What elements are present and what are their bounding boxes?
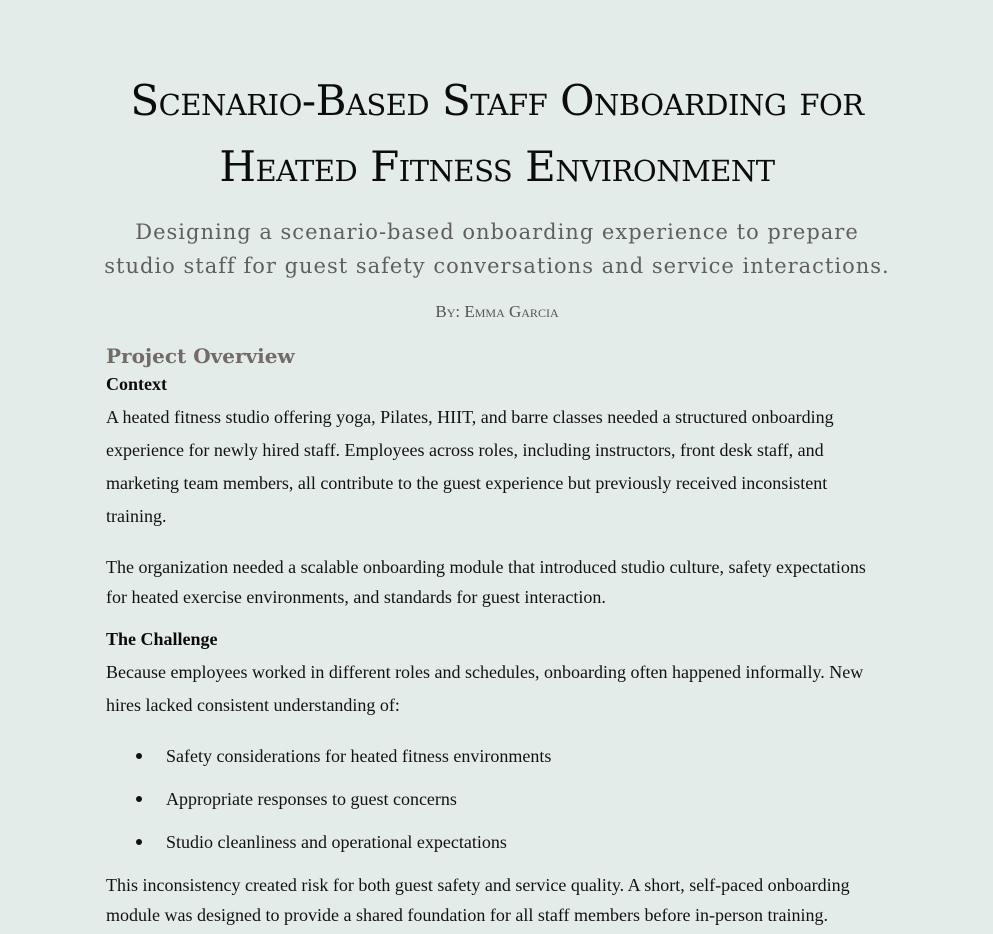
list-item-text: Studio cleanliness and operational expectations: [166, 832, 507, 852]
list-item-text: Appropriate responses to guest concerns: [166, 789, 457, 809]
section-heading-project-overview: Project Overview: [106, 344, 295, 368]
subheading-context: Context: [106, 374, 167, 394]
challenge-paragraph-2: This inconsistency created risk for both guest safety and service quality. A short, self-paced onboarding module was designed to provide a shared foundation for all staff members before in-person training.: [106, 875, 850, 925]
page-subtitle: Designing a scenario-based onboarding experience to prepare studio staff for guest safety conversations and service interactions.: [104, 220, 890, 278]
list-item: [106, 740, 888, 783]
list-item: [106, 783, 888, 826]
list-item-text: Safety considerations for heated fitness environments: [166, 746, 552, 766]
challenge-bullet-list: [106, 740, 888, 869]
page-title: Scenario-Based Staff Onboarding for Heated Fitness Environment: [130, 76, 864, 191]
bullet-icon: [136, 796, 142, 802]
bullet-icon: [136, 753, 142, 759]
author-byline: By: Emma Garcia: [435, 302, 559, 321]
bullet-icon: [136, 839, 142, 845]
list-item: [106, 826, 888, 869]
context-paragraph-2: The organization needed a scalable onboarding module that introduced studio culture, safety expectations for heated exercise environments, and standards for guest interaction.: [106, 557, 866, 607]
challenge-paragraph-1: Because employees worked in different roles and schedules, onboarding often happened informally. New hires lacked consistent understanding of:: [106, 662, 864, 715]
subheading-the-challenge: The Challenge: [106, 629, 218, 649]
context-paragraph-1: A heated fitness studio offering yoga, Pilates, HIIT, and barre classes needed a structured onboarding experience for newly hired staff. Employees across roles, including instructors, front desk staff, and marketing team members, all contribute to the guest experience but previously received inconsistent training.: [106, 407, 834, 526]
